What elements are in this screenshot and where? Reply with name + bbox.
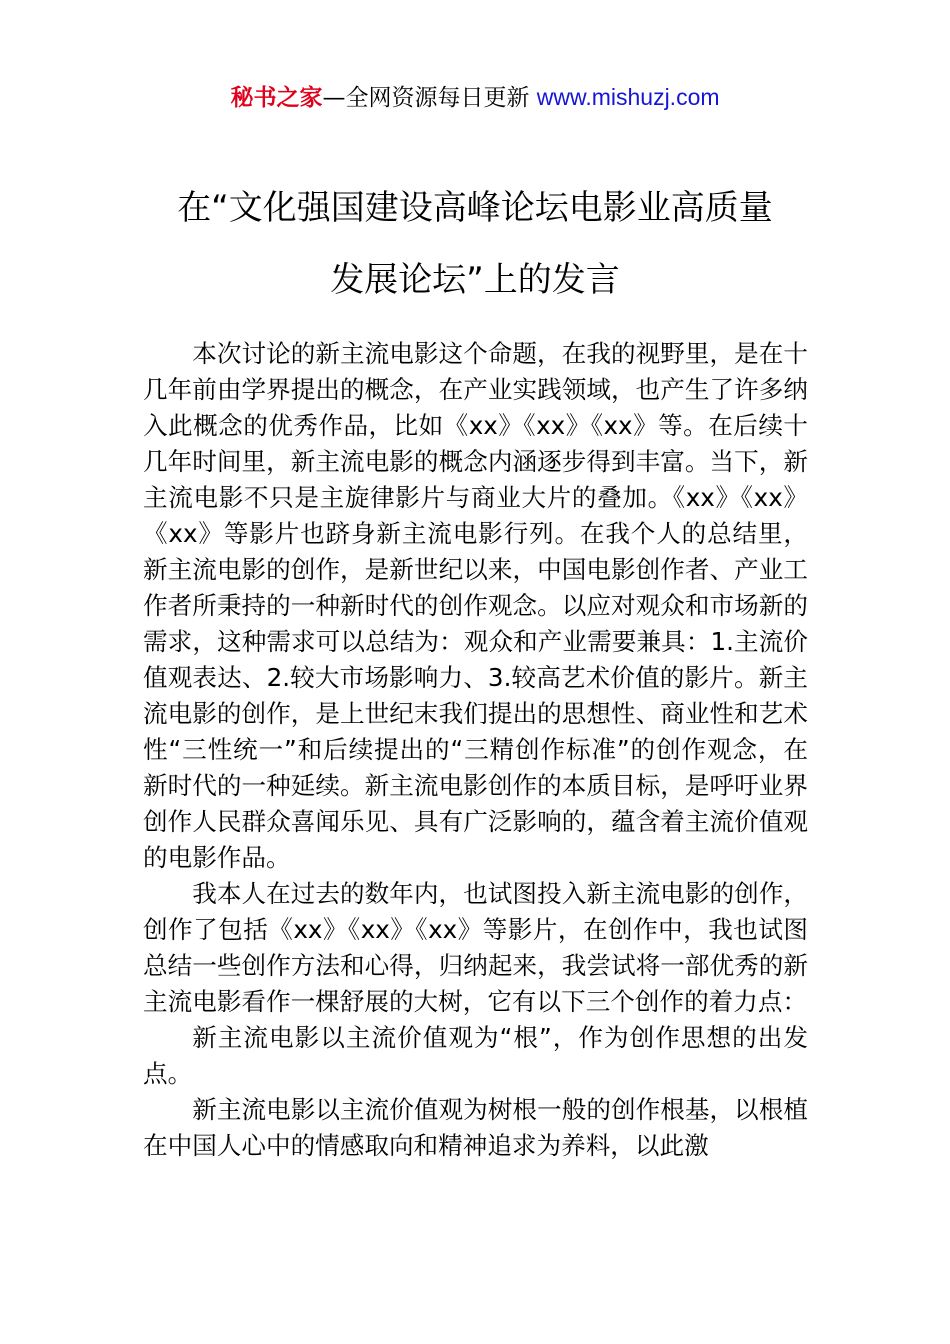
title-line-2: 发展论坛”上的发言 [330, 260, 620, 300]
document-body [143, 336, 808, 1164]
site-header [0, 80, 950, 115]
body-paragraph: 新主流电影以主流价值观为树根一般的创作根基，以根植在中国人心中的情感取向和精神追求为养料，以此激 [143, 1095, 808, 1160]
site-brand: 秘书之家 [230, 85, 323, 111]
site-tagline: —全网资源每日更新 [322, 85, 537, 111]
site-url-link[interactable]: www.mishuzj.com [536, 84, 720, 110]
document-title [95, 172, 855, 316]
body-paragraph: 新主流电影以主流价值观为“根”，作为创作思想的出发点。 [143, 1023, 808, 1088]
body-paragraph: 我本人在过去的数年内，也试图投入新主流电影的创作，创作了包括《xx》《xx》《xx》等影片，在创作中，我也试图总结一些创作方法和心得，归纳起来，我尝试将一部优秀的新主流电影看作一棵舒展的大树，它有以下三个创作的着力点： [143, 879, 808, 1016]
body-paragraph: 本次讨论的新主流电影这个命题，在我的视野里，是在十几年前由学界提出的概念，在产业实践领域，也产生了许多纳入此概念的优秀作品，比如《xx》《xx》《xx》等。在后续十几年时间里，新主流电影的概念内涵逐步得到丰富。当下，新主流电影不只是主旋律影片与商业大片的叠加。《xx》《xx》《xx》等影片也跻身新主流电影行列。在我个人的总结里，新主流电影的创作，是新世纪以来，中国电影创作者、产业工作者所秉持的一种新时代的创作观念。以应对观众和市场新的需求，这种需求可以总结为：观众和产业需要兼具：1.主流价值观表达、2.较大市场影响力、3.较高艺术价值的影片。新主流电影的创作，是上世纪末我们提出的思想性、商业性和艺术性“三性统一”和后续提出的“三精创作标准”的创作观念，在新时代的一种延续。新主流电影创作的本质目标，是呼吁业界创作人民群众喜闻乐见、具有广泛影响的，蕴含着主流价值观的电影作品。 [143, 339, 808, 872]
title-line-1: 在“文化强国建设高峰论坛电影业高质量 [177, 188, 773, 228]
